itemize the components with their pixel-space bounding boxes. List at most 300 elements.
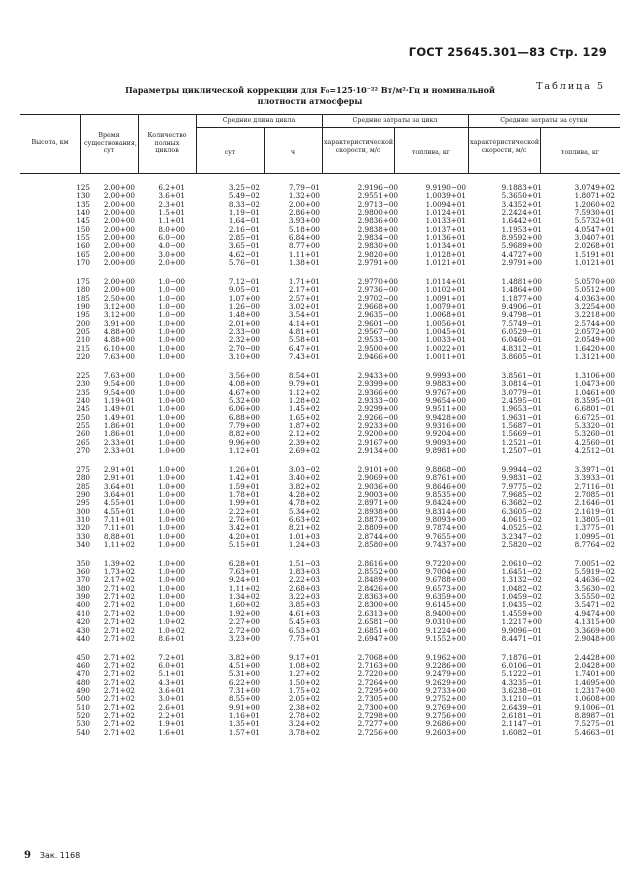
table-cell: 6.0−00 xyxy=(158,233,185,243)
table-caption xyxy=(100,85,520,107)
table-cell: 5.3320−01 xyxy=(574,420,615,430)
table-cell: 2.71+02 xyxy=(103,669,135,679)
table-cell: 2.71+02 xyxy=(103,677,135,687)
table-cell: 540 xyxy=(76,727,90,737)
table-cell: 7.43+01 xyxy=(288,352,320,362)
table-cell: 8.7764−02 xyxy=(574,539,615,549)
table-cell: 2.39+02 xyxy=(288,437,320,447)
table-cell: 9.9428+00 xyxy=(425,412,466,422)
table-cell: 1.0+02 xyxy=(158,617,185,627)
table-cell: 4.9474+00 xyxy=(574,608,615,618)
table-cell: 1.49+01 xyxy=(103,404,135,414)
table-cell: 1.2507−01 xyxy=(501,445,542,455)
table-cell: 2.00+00 xyxy=(103,233,135,243)
table-cell: 2.16−01 xyxy=(228,224,260,234)
table-cell: 1.01+03 xyxy=(288,531,320,541)
table-cell: 2.00+00 xyxy=(103,258,135,268)
table-cell: 2.9668+00 xyxy=(357,301,398,311)
table-cell: 165 xyxy=(76,249,90,259)
table-cell: 275 xyxy=(76,464,90,474)
table-cell: 2.9333−00 xyxy=(357,395,398,405)
table-cell: 9.1224+00 xyxy=(425,625,466,635)
table-cell: 2.9791+00 xyxy=(501,258,542,268)
table-cell: 1.0+00 xyxy=(158,404,185,414)
table-cell: 5.58+01 xyxy=(288,335,320,345)
table-cell: 1.75+02 xyxy=(288,686,320,696)
table-cell: 1.0+00 xyxy=(158,352,185,362)
table-cell: 1.0133+01 xyxy=(425,216,466,226)
table-cell: 390 xyxy=(76,592,90,602)
table-cell: 3.5630−02 xyxy=(574,583,615,593)
table-cell: 1.7401+00 xyxy=(574,669,615,679)
table-cell: 5.32+00 xyxy=(228,395,260,405)
table-cell: 3.0814−01 xyxy=(501,379,542,389)
table-cell: 2.6+01 xyxy=(158,702,185,712)
table-cell: 7.9775−02 xyxy=(501,481,542,491)
page-number: 9 xyxy=(24,850,31,861)
table-cell: 2.68+03 xyxy=(288,583,320,593)
table-cell: 1.0+00 xyxy=(158,387,185,397)
table-cell: 3.12+00 xyxy=(103,301,135,311)
table-cell: 2.9196−00 xyxy=(357,183,398,192)
table-cell: 9.4798−01 xyxy=(501,310,542,320)
table-cell: 250 xyxy=(76,412,90,422)
table-cell: 1.0102+01 xyxy=(425,285,466,295)
table-cell: 220 xyxy=(76,352,90,362)
table-cell: 1.49+01 xyxy=(103,412,135,422)
table-cell: 7.0051−02 xyxy=(574,558,615,568)
table-cell: 3.82+02 xyxy=(288,481,320,491)
table-cell: 3.42+01 xyxy=(228,523,260,533)
table-cell: 6.10+00 xyxy=(103,343,135,353)
table-cell: 320 xyxy=(76,523,90,533)
table-cell: 2.0+00 xyxy=(158,258,185,268)
table-cell: 2.00+00 xyxy=(103,241,135,251)
table-cell: 4.2512−01 xyxy=(574,445,615,455)
table-cell: 1.32+00 xyxy=(288,191,320,201)
table-cell: 1.12+01 xyxy=(228,445,260,455)
table-cell: 4.67+00 xyxy=(228,387,260,397)
table-cell: 1.0011+01 xyxy=(425,352,466,362)
table-cell: 9.6359+00 xyxy=(425,592,466,602)
table-cell: 1.6420+00 xyxy=(574,343,615,353)
table-cell: 7.12−01 xyxy=(228,276,260,286)
table-cell: 1.0114+01 xyxy=(425,276,466,286)
table-cell: 2.32+00 xyxy=(228,335,260,345)
table-cell: 9.2756+00 xyxy=(425,711,466,721)
table-cell: 9.1962+00 xyxy=(425,652,466,662)
table-cell: 9.7655+00 xyxy=(425,531,466,541)
table-cell: 2.9834−00 xyxy=(357,233,398,243)
table-cell: 3.0+01 xyxy=(158,694,185,704)
table-cell: 3.2254+00 xyxy=(574,301,615,311)
table-cell: 6.06+00 xyxy=(228,404,260,414)
page-footer xyxy=(24,850,80,861)
table-cell: 2.71+02 xyxy=(103,694,135,704)
table-cell: 1.0+00 xyxy=(158,473,185,483)
table-cell: 9.9767+00 xyxy=(425,387,466,397)
table-cell: 4.0363+00 xyxy=(574,293,615,303)
table-cell: 1.0094+01 xyxy=(425,199,466,209)
table-cell: 2.5820−02 xyxy=(501,539,542,549)
table-cell: 4.20+01 xyxy=(228,531,260,541)
table-cell: 2.71+02 xyxy=(103,592,135,602)
table-cell: 9.96+00 xyxy=(228,437,260,447)
table-cell: 1.0+00 xyxy=(158,420,185,430)
table-cell: 1.16+01 xyxy=(228,711,260,721)
table-cell: 6.6725−01 xyxy=(574,412,615,422)
table-cell: 9.9093+00 xyxy=(425,437,466,447)
col-day-velocity: характеристической скорости, м/с xyxy=(470,139,540,154)
table-cell: 1.1877+00 xyxy=(501,293,542,303)
table-cell: 530 xyxy=(76,719,90,729)
table-cell: 1.0+00 xyxy=(158,437,185,447)
table-cell: 1.92+00 xyxy=(228,608,260,618)
table-cell: 9.6145+00 xyxy=(425,600,466,610)
table-cell: 1.57+01 xyxy=(228,727,260,737)
table-cell: 1.3132−02 xyxy=(501,575,542,585)
table-cell: 235 xyxy=(76,387,90,397)
table-cell: 1.2217+00 xyxy=(501,617,542,627)
table-cell: 1.2521−01 xyxy=(501,437,542,447)
table-cell: 5.31+00 xyxy=(228,669,260,679)
table-cell: 2.8552+00 xyxy=(357,567,398,577)
table-cell: 1.5191+01 xyxy=(574,249,615,259)
table-cell: 1.3121+00 xyxy=(574,352,615,362)
table-cell: 1.0091+01 xyxy=(425,293,466,303)
table-cell: 265 xyxy=(76,437,90,447)
table-cell: 3.24+02 xyxy=(288,719,320,729)
table-cell: 2.7264+00 xyxy=(357,677,398,687)
table-cell: 2.22+01 xyxy=(228,506,260,516)
table-cell: 1.0+00 xyxy=(158,523,185,533)
table-cell: 2.9820+00 xyxy=(357,249,398,259)
table-cell: 1.0128+01 xyxy=(425,249,466,259)
table-cell: 1.34+02 xyxy=(228,592,260,602)
table-cell: 2.71+02 xyxy=(103,633,135,643)
table-cell: 7.63+01 xyxy=(228,567,260,577)
table-cell: 6.88+00 xyxy=(228,412,260,422)
table-cell: 7.79−01 xyxy=(288,183,320,192)
table-cell: 3.56+00 xyxy=(228,370,260,380)
table-cell: 2.76+01 xyxy=(228,514,260,524)
table-cell: 1.28+02 xyxy=(288,395,320,405)
table-cell: 2.69+02 xyxy=(288,445,320,455)
table-cell: 3.3933−01 xyxy=(574,473,615,483)
table-cell: 125 xyxy=(76,183,90,192)
table-cell: 1.0+00 xyxy=(158,600,185,610)
table-cell: 1.2317+00 xyxy=(574,686,615,696)
table-cell: 2.6851+00 xyxy=(357,625,398,635)
col-cycle-velocity: характеристической скорости, м/с xyxy=(324,139,394,154)
col-cost-cycle: Средние затраты за цикл xyxy=(352,117,438,124)
table-cell: 3.3669+00 xyxy=(574,625,615,635)
table-cell: 4.2560−01 xyxy=(574,437,615,447)
table-cell: 2.6439−01 xyxy=(501,702,542,712)
table-cell: 1.39+02 xyxy=(103,558,135,568)
table-cell: 9.1006−01 xyxy=(574,702,615,712)
table-cell: 2.8580+00 xyxy=(357,539,398,549)
table-cell: 3.0+00 xyxy=(158,249,185,259)
table-cell: 7.31+00 xyxy=(228,686,260,696)
table-cell: 300 xyxy=(76,506,90,516)
table-cell: 340 xyxy=(76,539,90,549)
table-cell: 4.0525−02 xyxy=(501,523,542,533)
table-cell: 4.81+01 xyxy=(288,327,320,336)
table-cell: 360 xyxy=(76,567,90,577)
table-cell: 4.51+00 xyxy=(228,661,260,671)
table-cell: 2.9838+00 xyxy=(357,224,398,234)
table-cell: 2.9036+00 xyxy=(357,481,398,491)
table-cell: 1.6+01 xyxy=(158,727,185,737)
table-cell: 3.8605−01 xyxy=(501,352,542,362)
table-cell: 175 xyxy=(76,276,90,286)
table-cell: 1.48+00 xyxy=(228,310,260,320)
table-cell: 150 xyxy=(76,224,90,234)
table-cell: 2.6313+00 xyxy=(357,608,398,618)
table-cell: 3.10+00 xyxy=(228,352,260,362)
table-cell: 8.8987−01 xyxy=(574,711,615,721)
table-cell: 1.0079+01 xyxy=(425,301,466,311)
table-cell: 7.5749−01 xyxy=(501,318,542,328)
table-cell: 2.9048+00 xyxy=(574,633,615,643)
table-cell: 7.11+01 xyxy=(103,523,135,533)
table-cell: 2.8616+00 xyxy=(357,558,398,568)
table-cell: 8.55+00 xyxy=(228,694,260,704)
table-cell: 1.3805−01 xyxy=(574,514,615,524)
table-cell: 2.7305+00 xyxy=(357,694,398,704)
table-cell: 440 xyxy=(76,633,90,643)
table-cell: 4.0547+01 xyxy=(574,224,615,234)
table-cell: 9.1552+00 xyxy=(425,633,466,643)
table-cell: 1.27+02 xyxy=(288,669,320,679)
table-cell: 1.0134+01 xyxy=(425,241,466,251)
table-cell: 480 xyxy=(76,677,90,687)
table-cell: 5.49−02 xyxy=(228,191,260,201)
table-cell: 4.62−01 xyxy=(228,249,260,259)
table-cell: 7.5930+01 xyxy=(574,208,615,218)
table-cell: 2.01+00 xyxy=(228,318,260,328)
table-cell: 5.3260−01 xyxy=(574,429,615,439)
table-cell: 2.00+00 xyxy=(103,249,135,259)
table-cell: 2.17+02 xyxy=(103,575,135,585)
table-cell: 400 xyxy=(76,600,90,610)
table-cell: 3.82+00 xyxy=(228,652,260,662)
table-cell: 350 xyxy=(76,558,90,568)
table-cell: 460 xyxy=(76,661,90,671)
table-cell: 1.0482−02 xyxy=(501,583,542,593)
table-cell: 1.24+03 xyxy=(288,539,320,549)
table-cell: 2.9433+00 xyxy=(357,370,398,380)
table-cell: 3.93+00 xyxy=(288,216,320,226)
table-cell: 3.64+01 xyxy=(103,481,135,491)
table-cell: 3.1210−01 xyxy=(501,694,542,704)
table-cell: 6.28+01 xyxy=(228,558,260,568)
table-cell: 1.4559+00 xyxy=(501,608,542,618)
row-group xyxy=(20,560,620,643)
table-cell: 8.6+01 xyxy=(158,633,185,643)
col-altitude: Высота, км xyxy=(31,139,69,146)
table-cell: 205 xyxy=(76,327,90,336)
table-cell: 4.61+03 xyxy=(288,608,320,618)
table-cell: 1.3775−01 xyxy=(574,523,615,533)
table-cell: 1.0−00 xyxy=(158,293,185,303)
table-cell: 2.9399+00 xyxy=(357,379,398,389)
table-cell: 1.0+00 xyxy=(158,379,185,389)
table-cell: 8.0+00 xyxy=(158,224,185,234)
table-cell: 7.11+01 xyxy=(103,514,135,524)
table-cell: 1.0121+01 xyxy=(574,258,615,268)
table-cell: 2.9702−00 xyxy=(357,293,398,303)
table-cell: 9.9190−00 xyxy=(425,183,466,192)
table-cell: 3.4352+01 xyxy=(501,199,542,209)
table-cell: 2.72+00 xyxy=(228,625,260,635)
table-cell: 2.1646−01 xyxy=(574,498,615,508)
table-cell: 1.4864+00 xyxy=(501,285,542,295)
table-cell: 3.02+01 xyxy=(288,301,320,311)
table-row xyxy=(20,635,620,643)
table-cell: 1.3106+00 xyxy=(574,370,615,380)
table-cell: 9.9316+00 xyxy=(425,420,466,430)
table-cell: 8.77+00 xyxy=(288,241,320,251)
table-cell: 1.11+01 xyxy=(288,249,320,259)
table-cell: 2.9500+00 xyxy=(357,343,398,353)
table-cell: 310 xyxy=(76,514,90,524)
table-cell: 2.8873+00 xyxy=(357,514,398,524)
table-cell: 2.70−00 xyxy=(228,343,260,353)
table-cell: 9.24+01 xyxy=(228,575,260,585)
table-cell: 3.5550−02 xyxy=(574,592,615,602)
table-cell: 1.0+00 xyxy=(158,567,185,577)
table-cell: 1.4695+00 xyxy=(574,677,615,687)
table-cell: 2.9366+00 xyxy=(357,387,398,397)
table-cell: 2.2424+01 xyxy=(501,208,542,218)
table-cell: 4.55+01 xyxy=(103,506,135,516)
table-cell: 2.9601−00 xyxy=(357,318,398,328)
table-cell: 1.2060+02 xyxy=(574,199,615,209)
table-cell: 1.0−00 xyxy=(158,285,185,295)
table-cell: 5.45+03 xyxy=(288,617,320,627)
table-cell: 185 xyxy=(76,293,90,303)
table-cell: 1.0473+00 xyxy=(574,379,615,389)
table-cell: 430 xyxy=(76,625,90,635)
table-cell: 2.8426+00 xyxy=(357,583,398,593)
table-cell: 2.7163+00 xyxy=(357,661,398,671)
table-cell: 4.55+01 xyxy=(103,498,135,508)
table-cell: 2.9299+00 xyxy=(357,404,398,414)
table-cell: 1.0039+01 xyxy=(425,191,466,201)
table-cell: 3.91+00 xyxy=(103,318,135,328)
table-cell: 9.7437+00 xyxy=(425,539,466,549)
table-body xyxy=(20,184,620,748)
table-cell: 295 xyxy=(76,498,90,508)
table-cell: 500 xyxy=(76,694,90,704)
table-header xyxy=(20,114,620,174)
table-cell: 9.2752+00 xyxy=(425,694,466,704)
table-cell: 9.7004+00 xyxy=(425,567,466,577)
caption-line-2: плотности атмосферы xyxy=(257,96,363,106)
table-cell: 2.57+01 xyxy=(288,293,320,303)
table-cell: 2.9713−00 xyxy=(357,199,398,209)
table-cell: 7.75+01 xyxy=(288,633,320,643)
table-cell: 9.9204+00 xyxy=(425,429,466,439)
table-cell: 4.1315+00 xyxy=(574,617,615,627)
table-cell: 1.59+01 xyxy=(228,481,260,491)
table-cell: 2.71+02 xyxy=(103,583,135,593)
table-cell: 1.6451−02 xyxy=(501,567,542,577)
table-cell: 1.38+01 xyxy=(288,258,320,268)
table-cell: 4.8312−01 xyxy=(501,343,542,353)
table-cell: 2.8971+00 xyxy=(357,498,398,508)
table-cell: 1.12+02 xyxy=(288,387,320,397)
table-cell: 1.08+02 xyxy=(288,661,320,671)
table-cell: 9.6573+00 xyxy=(425,583,466,593)
table-cell: 3.64+01 xyxy=(103,489,135,499)
table-cell: 1.0+00 xyxy=(158,464,185,474)
table-cell: 2.8363+00 xyxy=(357,592,398,602)
table-cell: 9.8424+00 xyxy=(425,498,466,508)
table-cell: 1.0022+01 xyxy=(425,343,466,353)
table-cell: 2.38+02 xyxy=(288,702,320,712)
table-cell: 1.0056+01 xyxy=(425,318,466,328)
table-cell: 9.8981+00 xyxy=(425,445,466,455)
table-cell: 2.8809+00 xyxy=(357,523,398,533)
table-cell: 225 xyxy=(76,370,90,380)
table-cell: 2.1147−01 xyxy=(501,719,542,729)
table-cell: 2.2+01 xyxy=(158,711,185,721)
table-cell: 2.9533−00 xyxy=(357,335,398,345)
table-cell: 1.9653−01 xyxy=(501,404,542,414)
table-cell: 4.3235−01 xyxy=(501,677,542,687)
table-cell: 5.76−01 xyxy=(228,258,260,268)
table-cell: 5.5732+01 xyxy=(574,216,615,226)
table-cell: 8.54+01 xyxy=(288,370,320,380)
table-cell: 2.71+02 xyxy=(103,608,135,618)
caption-line-1: Параметры циклической коррекции для F₀=125·10⁻²² Вт/м²·Гц и номинальной xyxy=(125,85,495,95)
table-cell: 2.71+02 xyxy=(103,719,135,729)
table-cell: 6.84+00 xyxy=(288,233,320,243)
table-cell: 1.0608+00 xyxy=(574,694,615,704)
table-cell: 2.8489+00 xyxy=(357,575,398,585)
table-row xyxy=(20,729,620,737)
table-cell: 4.08+00 xyxy=(228,379,260,389)
table-cell: 9.2479+00 xyxy=(425,669,466,679)
row-group xyxy=(20,184,620,267)
table-cell: 6.22+00 xyxy=(228,677,260,687)
table-cell: 3.3971−01 xyxy=(574,464,615,474)
table-cell: 7.9685−02 xyxy=(501,489,542,499)
order-note: Зак. 1168 xyxy=(39,851,81,860)
table-cell: 1.0+00 xyxy=(158,395,185,405)
table-cell: 2.6181−01 xyxy=(501,711,542,721)
table-cell: 1.19−01 xyxy=(228,208,260,218)
table-cell: 4.88+00 xyxy=(103,327,135,336)
table-cell: 2.71+02 xyxy=(103,702,135,712)
row-group xyxy=(20,372,620,455)
table-cell: 1.0+00 xyxy=(158,506,185,516)
table-cell: 2.05+02 xyxy=(288,694,320,704)
table-cell: 2.9167+00 xyxy=(357,437,398,447)
col-mean-interval: Средние длина цикла xyxy=(222,117,296,124)
table-cell: 1.0+00 xyxy=(158,429,185,439)
table-cell: 7.1876−01 xyxy=(501,652,542,662)
table-cell: 2.9791+00 xyxy=(357,258,398,268)
table-cell: 1.0459−02 xyxy=(501,592,542,602)
table-cell: 200 xyxy=(76,318,90,328)
table-cell: 2.33−00 xyxy=(228,327,260,336)
table-cell: 1.0121+01 xyxy=(425,258,466,268)
table-cell: 2.8938+00 xyxy=(357,506,398,516)
